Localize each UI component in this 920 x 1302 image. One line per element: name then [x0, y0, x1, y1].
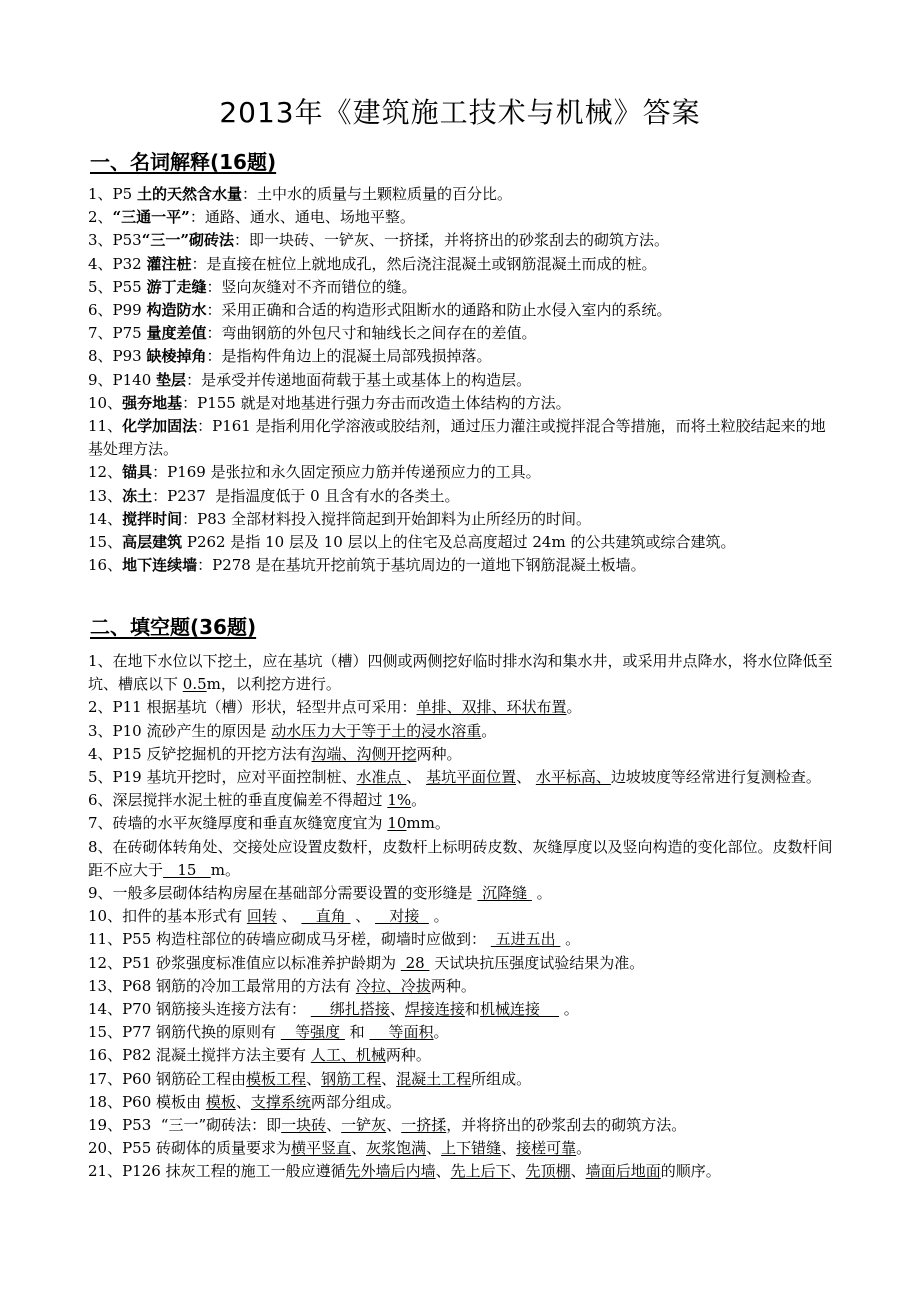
item-text: 、 [350, 907, 376, 926]
answer-blank: 10 [387, 814, 407, 833]
item-text: 21、P126 抹灰工程的施工一般应遵循 [88, 1162, 346, 1181]
term: 强夯地基 [122, 393, 183, 412]
answer-blank: 15 [163, 860, 211, 879]
answer-blank: 墙面后地面 [585, 1162, 661, 1181]
answer-blank: 1% [387, 791, 412, 810]
answer-blank: 灰浆饱满 [366, 1139, 427, 1158]
list-item [88, 928, 838, 951]
answer-blank: 回转 [246, 907, 277, 926]
item-text: 。 [559, 1000, 579, 1019]
answer-blank: 绑扎搭接 [310, 1000, 390, 1019]
item-text: 3、P53 [88, 231, 142, 250]
item-text: 12、 [88, 463, 123, 482]
answer-blank: 单排、双排、环状布置 [416, 698, 567, 717]
list-item [88, 1114, 838, 1137]
item-text: ：是直接在桩位上就地成孔，然后浇注混凝土或钢筋混凝土而成的桩。 [191, 254, 657, 273]
item-text: 和 [344, 1023, 370, 1042]
list-item [88, 1044, 838, 1067]
term: 游丁走缝 [146, 277, 207, 296]
list-item [88, 882, 838, 905]
item-text: 2、P11 根据基坑（槽）形状，轻型井点可采用： [88, 698, 417, 717]
answer-blank: 冷拉、冷拔 [355, 976, 431, 995]
item-text: 7、P75 [88, 324, 147, 343]
answer-blank: 等强度 [280, 1023, 345, 1042]
item-text: 6、P99 [88, 301, 147, 320]
answer-blank: 钢筋工程 [321, 1069, 382, 1088]
item-text: 9、一般多层砌体结构房屋在基础部分需要设置的变形缝是 [88, 884, 478, 903]
term: “三一”砌砖法 [141, 231, 234, 250]
item-text: 10、扣件的基本形式有 [88, 907, 247, 926]
item-text: 15、P77 钢筋代换的原则有 [88, 1023, 281, 1042]
answer-blank: 机械连接 [479, 1000, 560, 1019]
term: 地下连续墙 [122, 556, 198, 575]
item-text: 、 [351, 1139, 367, 1158]
item-text: ：P278 是在基坑开挖前筑于基坑周边的一道地下钢筋混凝土板墙。 [197, 556, 646, 575]
item-text: 。 [481, 721, 497, 740]
list-item [88, 766, 838, 789]
answer-blank: 焊接连接 [404, 1000, 465, 1019]
item-text: 14、P70 钢筋接头连接方法有： [88, 1000, 311, 1019]
item-text: 11、 [88, 417, 123, 436]
item-text: 6、深层搅拌水泥土桩的垂直度偏差不得超过 [88, 791, 388, 810]
item-text: 1、P5 [88, 185, 137, 203]
item-text: 5、P55 [88, 277, 147, 296]
list-item [88, 1160, 838, 1183]
item-text: m，以利挖方进行。 [206, 675, 341, 694]
item-text: 4、P15 反铲挖掘机的开挖方法有 [88, 744, 312, 763]
item-text: 两种。 [385, 1046, 431, 1065]
term: “三通一平” [112, 208, 190, 227]
answer-blank: 0.5 [182, 675, 207, 694]
list-item [88, 531, 838, 554]
answer-blank: 横平竖直 [291, 1139, 352, 1158]
answer-blank: 模板工程 [246, 1069, 307, 1088]
list-item [88, 508, 838, 531]
answer-blank: 水准点 [356, 768, 407, 787]
item-text: ：通路、通水、通电、场地平整。 [189, 208, 415, 227]
section-heading-definitions: 一、名词解释(16题) [90, 150, 277, 174]
item-text: 2、 [88, 208, 113, 227]
list-item [88, 253, 838, 276]
item-text: 。 [560, 930, 581, 949]
item-text: ：P237 是指温度低于 0 且含有水的各类土。 [152, 486, 460, 505]
item-text: 10、 [88, 393, 123, 412]
list-item [88, 369, 838, 392]
item-text: 天试块抗压强度试验结果为准。 [429, 953, 645, 972]
answer-blank: 沉降缝 [477, 884, 532, 903]
term: 搅拌时间 [122, 509, 183, 528]
item-text: 4、P32 [88, 254, 147, 273]
answer-blank: 直角 [301, 907, 351, 926]
item-text: 、 [276, 907, 302, 926]
item-text: 18、P60 模板由 [88, 1092, 206, 1111]
item-text: 1、在地下水位以下挖土，应在基坑（槽）四侧或两侧挖好临时排水沟和集水井，或采用井点降水，将水位降低至坑、槽底以下 [88, 652, 833, 694]
section-heading-fill-in: 二、填空题(36题) [90, 615, 257, 639]
term: 灌注桩 [146, 254, 192, 273]
item-text: 、 [326, 1116, 342, 1135]
list-item [88, 905, 838, 928]
item-text: mm。 [406, 814, 450, 833]
list-item [88, 975, 838, 998]
answer-blank: 接槎可靠 [516, 1139, 577, 1158]
list-item [88, 952, 838, 975]
list-item [88, 276, 838, 299]
item-text: P262 是指 10 层及 10 层以上的住宅及总高度超过 24m 的公共建筑或综合建筑。 [182, 533, 736, 552]
item-text: 17、P60 钢筋砼工程由 [88, 1069, 247, 1088]
answer-blank: 先顶棚 [525, 1162, 571, 1181]
document-title: 2013年《建筑施工技术与机械》答案 [219, 96, 701, 129]
item-text: 、 [426, 1139, 442, 1158]
list-item [88, 743, 838, 766]
list-item [88, 461, 838, 484]
list-item [88, 1021, 838, 1044]
item-text: 12、P51 砂浆强度标准值应以标准养护龄期为 [88, 953, 401, 972]
list-item [88, 206, 838, 229]
list-item [88, 299, 838, 322]
list-item [88, 485, 838, 508]
answer-blank: 动水压力大于等于土的浸水溶重 [271, 721, 482, 740]
answer-blank: 水平标高、 [535, 768, 611, 787]
term: 高层建筑 [122, 533, 183, 552]
answer-blank: 等面积 [369, 1023, 434, 1042]
list-item [88, 812, 838, 835]
term: 缺棱掉角 [146, 347, 207, 366]
item-text: 、 [570, 1162, 586, 1181]
list-item [88, 322, 838, 345]
term: 冻土 [122, 486, 153, 505]
item-text: 13、P68 钢筋的冷加工最常用的方法有 [88, 976, 356, 995]
answer-blank: 一挤揉 [401, 1116, 447, 1135]
term: 构造防水 [146, 301, 207, 320]
answer-blank: 对接 [375, 907, 429, 926]
item-text: 、 [381, 1069, 397, 1088]
term: 化学加固法 [122, 417, 198, 436]
list-item [88, 345, 838, 368]
item-text: m。 [210, 860, 240, 879]
answer-blank: 模板 [205, 1092, 236, 1111]
answer-blank: 一块砖 [281, 1116, 327, 1135]
item-text: 16、P82 混凝土搅拌方法主要有 [88, 1046, 311, 1065]
item-text: ：竖向灰缝对不齐而错位的缝。 [206, 277, 417, 296]
item-text: 所组成。 [471, 1069, 532, 1088]
fill-in-list [88, 650, 838, 1184]
definitions-list [88, 183, 838, 577]
answer-blank: 沟端、沟侧开挖 [311, 744, 417, 763]
list-item [88, 554, 838, 577]
answer-blank: 基坑平面位置 [426, 768, 517, 787]
item-text: ：P169 是张拉和永久固定预应力筋并传递预应力的工具。 [152, 463, 541, 482]
item-text: 。 [433, 1023, 449, 1042]
item-text: ：P83 全部材料投入搅拌筒起到开始卸料为止所经历的时间。 [182, 509, 592, 528]
answer-blank: 混凝土工程 [396, 1069, 472, 1088]
list-item [88, 650, 838, 696]
list-item [88, 415, 838, 461]
item-text: 5、P19 基坑开挖时，应对平面控制桩、 [88, 768, 357, 787]
item-text: 。 [411, 791, 427, 810]
item-text: 15、 [88, 533, 123, 552]
item-text: ：是承受并传递地面荷载于基土或基体上的构造层。 [186, 370, 532, 389]
list-item [88, 1137, 838, 1160]
list-item [88, 696, 838, 719]
answer-blank: 人工、机械 [310, 1046, 386, 1065]
item-text: 边坡坡度等经常进行复测检查。 [610, 768, 821, 787]
list-item [88, 836, 838, 882]
item-text: 、 [406, 768, 427, 787]
item-text: 8、P93 [88, 347, 147, 366]
answer-blank: 一铲灰 [341, 1116, 387, 1135]
item-text: 13、 [88, 486, 123, 505]
item-text: 19、P53 “三一”砌砖法：即 [88, 1116, 282, 1135]
item-text: 和 [464, 1000, 480, 1019]
list-item [88, 229, 838, 252]
term: 垫层 [156, 370, 187, 389]
answer-blank: 先上后下 [450, 1162, 511, 1181]
answer-blank: 上下错缝 [441, 1139, 502, 1158]
answer-blank: 支撑系统 [250, 1092, 311, 1111]
item-text: ：P161 是指利用化学溶液或胶结剂，通过压力灌注或搅拌混合等措施，而将土粒胶结起来的地基处理方法。 [88, 417, 826, 459]
item-text: ：是指构件角边上的混凝土局部残损掉落。 [206, 347, 492, 366]
item-text: 8、在砖砌体转角处、交接处应设置皮数杆，皮数杆上标明砖皮数、灰缝厚度以及竖向构造的变化部位。皮数杆间距不应大于 [88, 837, 833, 879]
item-text: 、 [510, 1162, 526, 1181]
item-text: 两种。 [416, 744, 462, 763]
item-text: ：即一块砖、一铲灰、一挤揉，并将挤出的砂浆刮去的砌筑方法。 [234, 231, 670, 250]
item-text: 、 [516, 768, 536, 787]
item-text: 的顺序。 [660, 1162, 721, 1181]
item-text: 9、P140 [88, 370, 157, 389]
item-text: ：采用正确和合适的构造形式阻断水的通路和防止水侵入室内的系统。 [206, 301, 672, 320]
answer-blank: 28 [400, 953, 430, 972]
item-text: 。 [428, 907, 449, 926]
item-text: 16、 [88, 556, 123, 575]
item-text: 20、P55 砖砌体的质量要求为 [88, 1139, 292, 1158]
item-text: 。 [531, 884, 552, 903]
item-text: 14、 [88, 509, 123, 528]
item-text: 、 [235, 1092, 251, 1111]
item-text: ：弯曲钢筋的外包尺寸和轴线长之间存在的差值。 [206, 324, 537, 343]
list-item [88, 998, 838, 1021]
item-text: 3、P10 流砂产生的原因是 [88, 721, 272, 740]
item-text: ，并将挤出的砂浆刮去的砌筑方法。 [446, 1116, 687, 1135]
item-text: 、 [386, 1116, 402, 1135]
item-text: 、 [435, 1162, 451, 1181]
item-text: 。 [566, 698, 582, 717]
term: 锚具 [122, 463, 153, 482]
answer-blank: 五进五出 [490, 930, 561, 949]
item-text: 、 [389, 1000, 405, 1019]
list-item [88, 720, 838, 743]
term: 土的天然含水量 [136, 185, 242, 203]
item-text: 、 [306, 1069, 322, 1088]
list-item [88, 392, 838, 415]
list-item [88, 1091, 838, 1114]
item-text: 11、P55 构造柱部位的砖墙应砌成马牙槎，砌墙时应做到： [88, 930, 491, 949]
list-item [88, 183, 838, 206]
term: 量度差值 [146, 324, 207, 343]
item-text: 7、砖墙的水平灰缝厚度和垂直灰缝宽度宜为 [88, 814, 388, 833]
item-text: ：P155 就是对地基进行强力夯击而改造土体结构的方法。 [182, 393, 571, 412]
item-text: 两种。 [430, 976, 476, 995]
item-text: 、 [501, 1139, 517, 1158]
answer-blank: 先外墙后内墙 [345, 1162, 436, 1181]
list-item [88, 789, 838, 812]
list-item [88, 1068, 838, 1091]
item-text: 两部分组成。 [310, 1092, 401, 1111]
item-text: 。 [576, 1139, 592, 1158]
item-text: ：土中水的质量与土颗粒质量的百分比。 [241, 185, 512, 203]
